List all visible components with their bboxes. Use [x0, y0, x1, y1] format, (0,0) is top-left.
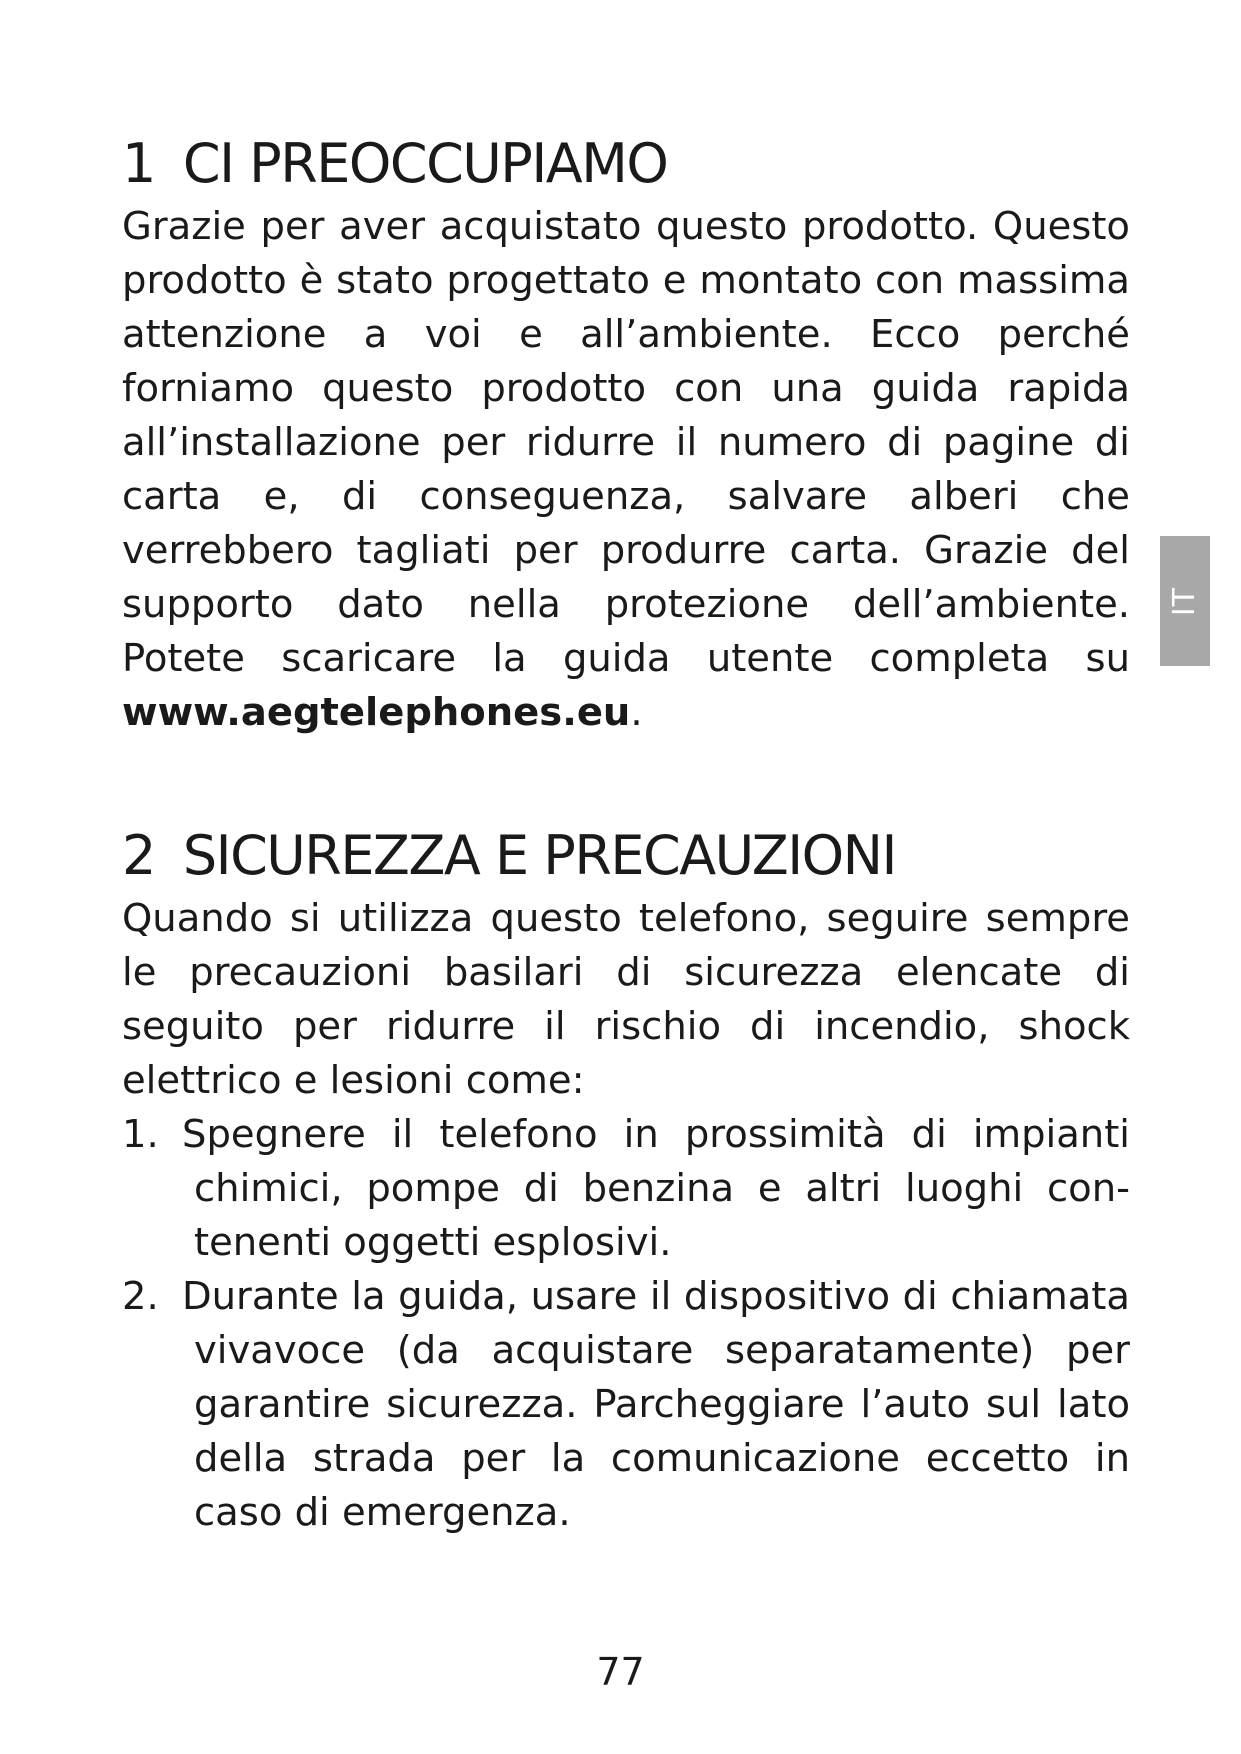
list-item-text: Spegnere il telefono in prossimità di impianti chimici, pompe di benzina e altri luoghi contenenti oggetti esplosivi.	[182, 1112, 1130, 1265]
section-1-paragraph	[122, 200, 1130, 740]
section-2-title: SICUREZZA E PRECAUZIONI	[182, 824, 896, 887]
language-tab-label: IT	[1167, 586, 1203, 616]
section-2-heading	[122, 820, 1130, 892]
section-2-intro: Quando si utilizza questo telefono, seguire sempre le precauzioni basilari di sicurezza elencate di seguito per ridurre il rischio di incendio, shock elettrico e lesioni come:	[122, 896, 1130, 1103]
list-item-text: Durante la guida, usare il dispositivo di chiamata vivavoce (da acquistare separatamente) per garantire sicurezza. Parcheggiare l’auto sul lato della strada per la comunicazione eccetto in caso di emergenza.	[182, 1274, 1130, 1535]
section-1-title: CI PREOCCUPIAMO	[182, 132, 668, 195]
section-safety	[122, 820, 1130, 1540]
section-1-number: 1	[122, 132, 155, 195]
section-care	[122, 128, 1130, 740]
section-1-heading	[122, 128, 1130, 200]
list-item	[122, 1108, 1130, 1270]
list-item-marker: 1.	[122, 1112, 159, 1157]
section-2-number: 2	[122, 824, 155, 887]
section-1-text-end: .	[630, 690, 643, 735]
section-1-text: Grazie per aver acquistato questo prodotto. Questo prodotto è stato progettato e montato con massima attenzione a voi e all’ambiente. Ecco perché forniamo questo prodotto con una guida rapida all’installazione per ridurre il numero di pagine di carta e, di conseguenza, salvare alberi che verrebbero tagliati per produrre carta. Grazie del supporto dato nella protezione dell’ambiente. Potete scaricare la guida utente completa su	[122, 204, 1130, 681]
language-tab	[1160, 536, 1210, 666]
list-item-marker: 2.	[122, 1274, 159, 1319]
website-link[interactable]: www.aegtelephones.eu	[122, 690, 631, 735]
safety-list	[122, 1108, 1130, 1540]
list-item	[122, 1270, 1130, 1540]
page-number: 77	[596, 1650, 645, 1694]
page-content	[122, 128, 1130, 1540]
